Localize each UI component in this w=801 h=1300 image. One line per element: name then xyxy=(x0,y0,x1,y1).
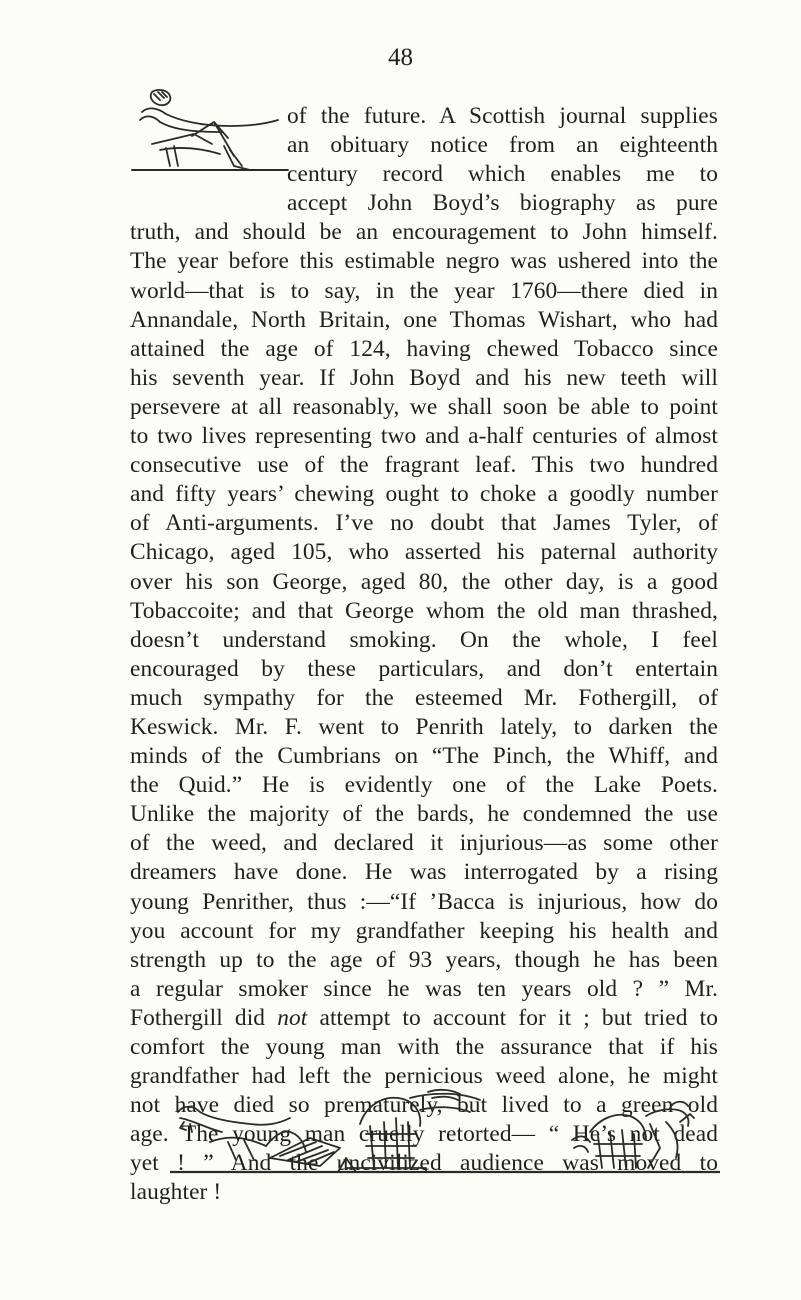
text-line: a regular smoker since he was ten years old ? ” Mr. xyxy=(130,975,718,1002)
text-line: of the weed, and declared it injurious—as some other xyxy=(130,830,718,857)
text-line: much sympathy for the esteemed Mr. Fothergill, of xyxy=(130,684,718,711)
text-line: age. The young man cruelly retorted— “ He’s not dead xyxy=(130,1121,718,1148)
text-line: comfort the young man with the assurance that if his xyxy=(130,1034,718,1060)
tailpiece-figures-icon xyxy=(170,1088,720,1178)
emphasis: not xyxy=(277,1004,308,1031)
text-line: over his son George, aged 80, the other day, is a good xyxy=(130,568,718,595)
text-line: persevere at all reasonably, we shall soon be able to point xyxy=(130,393,718,420)
text-line: consecutive use of the fragrant leaf. This two hundred xyxy=(130,452,718,479)
text-line: Unlike the majority of the bards, he condemned the use xyxy=(130,801,718,828)
text-line: young Penrither, thus :—“If ’Bacca is injurious, how do xyxy=(130,888,718,915)
text-line: the Quid.” He is evidently one of the Lake Poets. xyxy=(130,772,718,799)
text-line: yet ! ” And the uncivilized audience was moved to xyxy=(130,1150,718,1177)
text-line: Annandale, North Britain, one Thomas Wishart, who had xyxy=(130,306,718,333)
text-line: minds of the Cumbrians on “The Pinch, the Whiff, and xyxy=(130,743,718,770)
text-line: truth, and should be an encouragement to John himself. xyxy=(130,219,718,246)
text-line: not have died so prematurely, but lived to a green old xyxy=(130,1092,718,1119)
text-segment: Fothergill did xyxy=(130,1004,266,1031)
text-line: Tobaccoite; and that George whom the old man thrashed, xyxy=(130,597,718,624)
text-line: attained the age of 124, having chewed Tobacco since xyxy=(130,335,718,362)
text-line: his seventh year. If John Boyd and his new teeth will xyxy=(130,364,718,391)
text-line: doesn’t understand smoking. On the whole, I feel xyxy=(130,626,718,653)
text-line: an obituary notice from an eighteenth xyxy=(287,132,718,159)
text-line: of Anti-arguments. I’ve no doubt that James Tyler, of xyxy=(130,510,718,537)
text-line: strength up to the age of 93 years, though he has been xyxy=(130,946,718,973)
text-line: and fifty years’ chewing ought to choke a goodly number xyxy=(130,481,718,508)
text-line: The year before this estimable negro was ushered into the xyxy=(130,248,718,275)
text-line: dreamers have done. He was interrogated by a rising xyxy=(130,859,718,886)
text-line: Keswick. Mr. F. went to Penrith lately, to darken the xyxy=(130,713,718,740)
text-line: you account for my grandfather keeping his health and xyxy=(130,917,718,944)
text-line: of the future. A Scottish journal supplies xyxy=(287,103,718,129)
text-line: accept John Boyd’s biography as pure xyxy=(287,190,718,217)
page-number: 48 xyxy=(388,44,413,71)
text-line: Chicago, aged 105, who asserted his paternal authority xyxy=(130,539,718,566)
text-line: world—that is to say, in the year 1760—there died in xyxy=(130,277,718,304)
text-line: laughter ! xyxy=(130,1179,222,1206)
body-text xyxy=(130,102,718,1208)
text-line: encouraged by these particulars, and don’t entertain xyxy=(130,655,718,682)
text-line: grandfather had left the pernicious weed alone, he might xyxy=(130,1063,718,1090)
text-segment: attempt to account for it ; but tried to xyxy=(319,1004,719,1031)
text-line xyxy=(130,1004,718,1033)
text-line: to two lives representing two and a-half centuries of almost xyxy=(130,423,718,450)
text-line: century record which enables me to xyxy=(287,161,718,188)
